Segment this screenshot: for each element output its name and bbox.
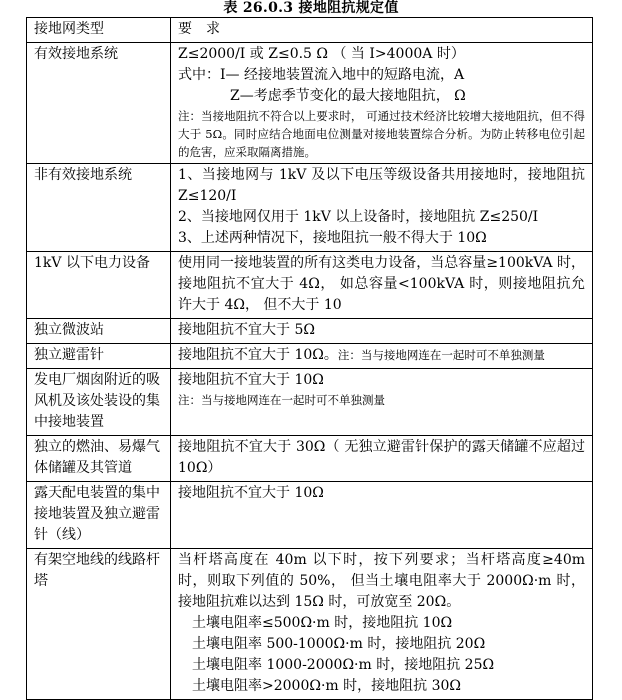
grounding-type-cell: 独立微波站	[27, 319, 171, 344]
table-row	[27, 164, 593, 252]
requirement-text: 土壤电阻率 500-1000Ω·m 时，接地阻抗 20Ω	[192, 636, 486, 652]
requirement-line	[178, 634, 585, 655]
header-grounding-type: 接地网类型	[27, 18, 171, 43]
requirement-text: 土壤电阻率≤500Ω·m 时，接地阻抗 10Ω	[192, 615, 453, 631]
requirement-line	[178, 165, 585, 207]
requirement-text: 接地阻抗不宜大于 10Ω	[178, 372, 324, 388]
grounding-type-cell: 有架空地线的线路杆塔	[27, 549, 171, 700]
grounding-type-cell: 非有效接地系统	[27, 164, 171, 252]
requirement-text: 土壤电阻率>2000Ω·m 时，接地阻抗 30Ω	[192, 678, 462, 694]
requirement-text: 当杆塔高度在 40m 以下时，按下列要求；当杆塔高度≥40m 时，则取下列值的 50%， 但当土壤电阻率大于 2000Ω·m 时，接地阻抗难以达到 15Ω 时，可放宽至 20Ω。	[178, 552, 585, 610]
requirement-text: 3、上述两种情况下，接地阻抗一般不得大于 10Ω	[178, 230, 487, 246]
grounding-impedance-table	[26, 17, 593, 700]
requirement-cell	[171, 344, 593, 369]
requirement-cell	[171, 252, 593, 319]
note-line	[178, 107, 585, 161]
requirement-text: 式中：I— 经接地装置流入地中的短路电流，A	[178, 67, 465, 83]
requirement-line	[178, 483, 585, 504]
requirement-cell	[171, 549, 593, 700]
requirement-line	[178, 320, 585, 341]
table-body	[27, 43, 593, 700]
grounding-type-cell: 1kV 以下电力设备	[27, 252, 171, 319]
requirement-text: 使用同一接地装置的所有这类电力设备，当总容量≥100kVA 时，接地阻抗不宜大于 4Ω， 如总容量<100kVA 时，则接地阻抗允许大于 4Ω， 但不大于 10	[178, 255, 585, 313]
table-row	[27, 436, 593, 482]
table-row	[27, 344, 593, 369]
requirement-cell	[171, 369, 593, 436]
requirement-text: 注：当与接地网连在一起时可不单独测量	[178, 393, 385, 407]
requirement-line	[178, 676, 585, 697]
requirement-line	[178, 253, 585, 316]
grounding-type-cell: 露天配电装置的集中接地装置及独立避雷针（线）	[27, 482, 171, 549]
requirement-text: 接地阻抗不宜大于 30Ω（ 无独立避雷针保护的露天储罐不应超过 10Ω）	[178, 439, 585, 476]
requirement-line	[178, 550, 585, 613]
requirement-text: Z≤2000/I 或 Z≤0.5 Ω （ 当 I>4000A 时）	[178, 46, 465, 62]
requirement-line	[178, 613, 585, 634]
requirement-line	[178, 437, 585, 479]
requirement-text: 2、当接地网仅用于 1kV 以上设备时，接地阻抗 Z≤250/I	[178, 209, 539, 225]
table-header-row	[27, 18, 593, 43]
table-row	[27, 252, 593, 319]
header-requirement: 要 求	[171, 18, 593, 43]
requirement-line	[178, 655, 585, 676]
requirement-cell	[171, 164, 593, 252]
grounding-type-cell: 发电厂烟囱附近的吸风机及该处装设的集中接地装置	[27, 369, 171, 436]
requirement-cell	[171, 436, 593, 482]
grounding-type-cell: 独立的燃油、易爆气体储罐及其管道	[27, 436, 171, 482]
requirement-cell	[171, 43, 593, 164]
table-row	[27, 43, 593, 164]
requirement-line	[178, 207, 585, 228]
table-row	[27, 369, 593, 436]
requirement-text: 土壤电阻率 1000-2000Ω·m 时，接地阻抗 25Ω	[192, 657, 495, 673]
note-line	[178, 391, 585, 409]
requirement-line	[178, 370, 585, 391]
table-row	[27, 549, 593, 700]
inline-note: 注：当与接地网连在一起时可不单独测量	[337, 348, 545, 362]
requirement-cell	[171, 319, 593, 344]
requirement-line	[178, 345, 585, 366]
requirement-line	[178, 65, 585, 86]
requirement-line	[178, 44, 585, 65]
requirement-text: 接地阻抗不宜大于 10Ω	[178, 485, 324, 501]
table-title: 表 26.0.3 接地阻抗规定值	[223, 0, 399, 16]
grounding-type-cell: 独立避雷针	[27, 344, 171, 369]
requirement-text: Z—考虑季节变化的最大接地阻抗， Ω	[230, 88, 466, 104]
requirement-text: 接地阻抗不宜大于 10Ω。	[178, 347, 338, 363]
grounding-type-cell: 有效接地系统	[27, 43, 171, 164]
requirement-text: 注：当接地阻抗不符合以上要求时， 可通过技术经济比较增大接地阻抗，但不得大于 5Ω。同时应结合地面电位测量对接地装置综合分析。为防止转移电位引起的危害，应采取隔离措施。	[178, 109, 585, 159]
requirement-line	[178, 86, 585, 107]
table-row	[27, 319, 593, 344]
table-row	[27, 482, 593, 549]
requirement-text: 1、当接地网与 1kV 及以下电压等级设备共用接地时，接地阻抗 Z≤120/I	[178, 167, 585, 204]
requirement-cell	[171, 482, 593, 549]
requirement-line	[178, 228, 585, 249]
requirement-text: 接地阻抗不宜大于 5Ω	[178, 322, 315, 338]
